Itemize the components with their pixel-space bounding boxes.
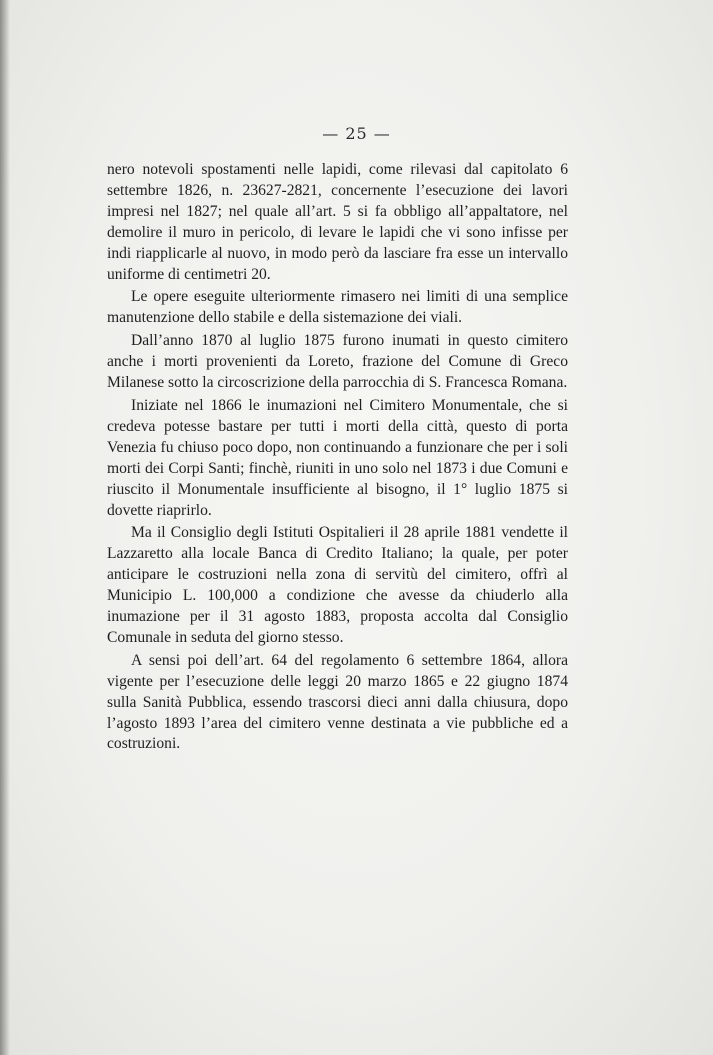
paragraph-5: Ma il Consiglio degli Istituti Ospitalieri il 28 aprile 1881 vendette il Lazzaretto alla locale Banca di Credito Italiano; la quale, per poter anticipare le costruzioni nella zona di servitù del cimitero, offrì al Municipio L. 100,000 a condizione che avesse da chiuderlo alla inumazione per il 31 agosto 1883, proposta accolta dal Consiglio Comunale in seduta del giorno stesso. (107, 524, 568, 646)
paragraph-2: Le opere eseguite ulteriormente rimasero nei limiti di una semplice manutenzione dello stabile e della sistemazione dei viali. (107, 288, 568, 327)
body-text (107, 160, 568, 757)
paragraph-4: Iniziate nel 1866 le inumazioni nel Cimitero Monumentale, che si credeva potesse bastare per tutti i morti della città, questo di porta Venezia fu chiuso poco dopo, non continuando a funzionare che per i soli morti dei Corpi Santi; finchè, riuniti in uno solo nel 1873 i due Comuni e riuscito il Monumentale insufficiente al bisogno, il 1° luglio 1875 si dovette riaprirlo. (107, 396, 568, 519)
paragraph-1: nero notevoli spostamenti nelle lapidi, come rilevasi dal capitolato 6 settembre 1826, n. 23627-2821, concernente l’esecuzione dei lavori impresi nel 1827; nel quale all’art. 5 si fa obbligo all’appaltatore, nel demolire il muro in pericolo, di levare le lapidi che vi sono infisse per indi riapplicarle al nuovo, in modo però da lasciare fra esse un intervallo uniforme di centimetri 20. (107, 161, 568, 283)
page-edge-shadow (0, 0, 10, 1055)
page-number: — 25 — (322, 124, 391, 143)
paragraph-3: Dall’anno 1870 al luglio 1875 furono inumati in questo cimitero anche i morti provenienti da Loreto, frazione del Comune di Greco Milanese sotto la circoscrizione della parrocchia di S. Francesca Romana. (107, 332, 568, 392)
paragraph-6: A sensi poi dell’art. 64 del regolamento 6 settembre 1864, allora vigente per l’esecuzione delle leggi 20 marzo 1865 e 22 giugno 1874 sulla Sanità Pubblica, essendo trascorsi dieci anni dalla chiusura, dopo l’agosto 1893 l’area del cimitero venne destinata a vie pubbliche ed a costruzioni. (107, 651, 568, 753)
